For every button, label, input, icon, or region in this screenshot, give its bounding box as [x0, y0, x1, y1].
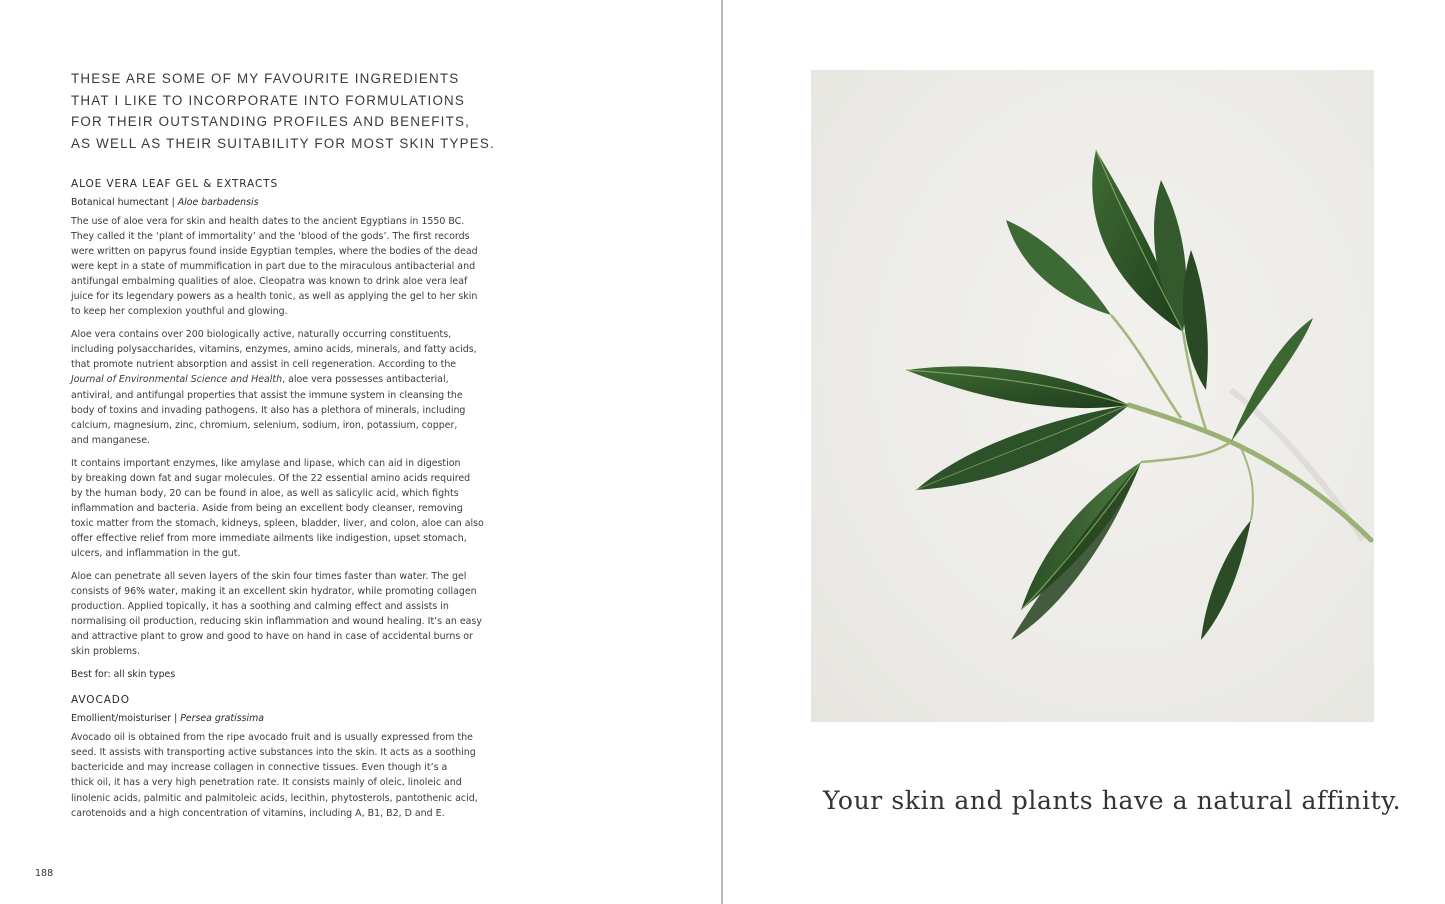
- text-line: were kept in a state of mummification in part due to the miraculous antibacterial and: [71, 261, 476, 273]
- page-number: 188: [35, 868, 54, 879]
- text-line: to keep her complexion youthful and glowing.: [71, 306, 288, 318]
- text-line: offer effective relief from more immediate ailments like indigestion, upset stomach,: [71, 532, 467, 544]
- text-line: The use of aloe vera for skin and health dates to the ancient Egyptians in 1550 BC.: [71, 216, 465, 227]
- text-line: consists of 96% water, making it an excellent skin hydrator, while promoting collagen: [71, 586, 477, 598]
- aloe-best-for: Best for: all skin types: [71, 669, 176, 681]
- text-line: seed. It assists with transporting active substances into the skin. It acts as a soothing: [71, 747, 476, 759]
- text-line: normalising oil production, reducing skin inflammation and wound healing. It’s an easy: [71, 616, 482, 628]
- avocado-paragraph-1: [71, 730, 496, 820]
- aloe-section: [71, 176, 496, 682]
- text-line: body of toxins and invading pathogens. It also has a plethora of minerals, including: [71, 404, 466, 416]
- aloe-sub-latin: Aloe barbadensis: [177, 197, 259, 208]
- text-line: and manganese.: [71, 434, 150, 446]
- text-line: ulcers, and inflammation in the gut.: [71, 547, 241, 559]
- text-line: carotenoids and a high concentration of vitamins, including A, B1, B2, D and E.: [71, 807, 445, 819]
- text-line: They called it the ‘plant of immortality’ and the ‘blood of the gods’. The first records: [71, 231, 470, 243]
- text-line: linolenic acids, palmitic and palmitoleic acids, lecithin, phytosterols, pantothenic acid,: [71, 792, 478, 804]
- text-line: by breaking down fat and sugar molecules. Of the 22 essential amino acids required: [71, 472, 471, 484]
- intro-line: FOR THEIR OUTSTANDING PROFILES AND BENEFITS,: [71, 114, 471, 129]
- text-line: bactericide and may increase collagen in connective tissues. Even though it’s a: [71, 762, 448, 774]
- avocado-heading: AVOCADO: [71, 694, 130, 707]
- aloe-paragraph-1: [71, 214, 496, 319]
- aloe-heading: ALOE VERA LEAF GEL & EXTRACTS: [71, 178, 279, 190]
- aloe-paragraph-2: [71, 327, 496, 447]
- intro-line: THAT I LIKE TO INCORPORATE INTO FORMULATIONS: [71, 92, 466, 108]
- intro-line: AS WELL AS THEIR SUITABILITY FOR MOST SKIN TYPES.: [71, 135, 495, 151]
- right-page: [723, 0, 1445, 904]
- avocado-leaf-sprig-image: [811, 70, 1374, 722]
- journal-title: Journal of Environmental Science and Health: [71, 374, 283, 386]
- avocado-sub-latin: Persea gratissima: [180, 713, 264, 725]
- text-line: antifungal embalming qualities of aloe. Cleopatra was known to drink aloe vera leaf: [71, 276, 468, 288]
- text-line: [71, 372, 496, 387]
- leaf-photo: [811, 70, 1374, 722]
- text-line: production. Applied topically, it has a soothing and calming effect and assists in: [71, 601, 449, 613]
- aloe-paragraph-3: [71, 456, 496, 561]
- text-line: thick oil, it has a very high penetration rate. It consists mainly of oleic, linoleic and: [71, 777, 462, 789]
- text-line: antiviral, and antifungal properties that assist the immune system in cleansing the: [71, 389, 463, 401]
- text-line: Avocado oil is obtained from the ripe avocado fruit and is usually expressed from the: [71, 732, 473, 744]
- intro-heading: [71, 68, 511, 154]
- text-line: juice for its legendary powers as a health tonic, as well as applying the gel to her skin: [71, 291, 478, 303]
- text-line: including polysaccharides, vitamins, enzymes, amino acids, minerals, and fatty acids,: [71, 344, 477, 356]
- text-line: It contains important enzymes, like amylase and lipase, which can aid in digestion: [71, 457, 461, 469]
- text-line: skin problems.: [71, 646, 140, 658]
- aloe-sub-plain: Botanical humectant |: [71, 197, 178, 208]
- photo-caption: Your skin and plants have a natural affinity.: [823, 786, 1402, 815]
- text-line: calcium, magnesium, zinc, chromium, selenium, sodium, iron, potassium, copper,: [71, 419, 458, 431]
- text-line: Aloe vera contains over 200 biologically active, naturally occurring constituents,: [71, 329, 452, 341]
- aloe-subheading: [71, 195, 496, 211]
- text-line: inflammation and bacteria. Aside from being an excellent body cleanser, removing: [71, 502, 463, 514]
- avocado-subheading: [71, 711, 496, 727]
- avocado-section: [71, 692, 496, 820]
- text-line: were written on papyrus found inside Egyptian temples, where the bodies of the dead: [71, 246, 478, 258]
- text-fragment: , aloe vera possesses antibacterial,: [282, 374, 449, 386]
- avocado-sub-plain: Emollient/moisturiser |: [71, 713, 181, 725]
- text-line: toxic matter from the stomach, kidneys, spleen, bladder, liver, and colon, aloe can also: [71, 517, 484, 529]
- intro-line: THESE ARE SOME OF MY FAVOURITE INGREDIENTS: [71, 71, 460, 86]
- aloe-paragraph-4: [71, 569, 496, 659]
- text-line: by the human body, 20 can be found in aloe, as well as salicylic acid, which fights: [71, 487, 459, 499]
- text-line: Aloe can penetrate all seven layers of the skin four times faster than water. The gel: [71, 571, 467, 583]
- text-line: that promote nutrient absorption and assist in cell regeneration. According to the: [71, 359, 457, 371]
- text-line: and attractive plant to grow and good to have on hand in case of accidental burns or: [71, 631, 473, 643]
- left-page: [0, 0, 722, 904]
- ingredients-column: [71, 176, 496, 821]
